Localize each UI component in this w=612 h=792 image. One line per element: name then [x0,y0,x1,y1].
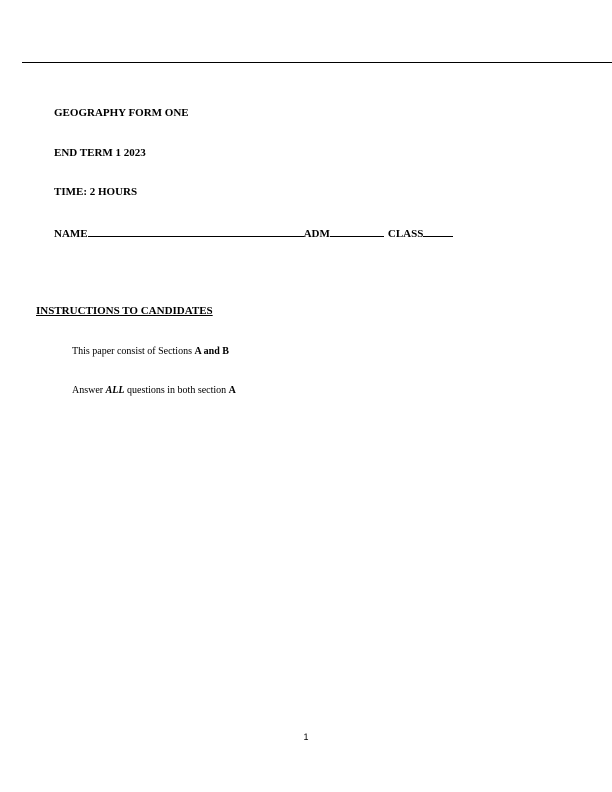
instruction-sections-emphasis: A and B [194,346,229,357]
adm-blank-line[interactable] [330,226,384,237]
instructions-heading: INSTRUCTIONS TO CANDIDATES [36,305,213,317]
name-label: NAME [54,228,88,240]
instruction-answer-pre: Answer [72,385,106,396]
page-number: 1 [303,732,309,742]
instruction-answer-emphasis: ALL [105,385,125,396]
subject-title: GEOGRAPHY FORM ONE [54,107,189,119]
class-label: CLASS [387,228,424,240]
adm-label: ADM [303,228,330,240]
top-rule-divider [22,62,612,63]
instruction-sections-text: This paper consist of Sections [72,346,195,357]
class-blank-line[interactable] [423,226,453,237]
name-blank-line[interactable] [88,226,304,237]
instruction-answer-mid: questions in both section [124,385,229,396]
instruction-sections [72,345,229,358]
exam-duration: TIME: 2 HOURS [54,186,138,198]
instruction-answer-section: A [228,385,236,396]
exam-title: END TERM 1 2023 [54,147,146,159]
candidate-details-row [54,226,453,241]
instruction-answer-all [72,384,236,397]
